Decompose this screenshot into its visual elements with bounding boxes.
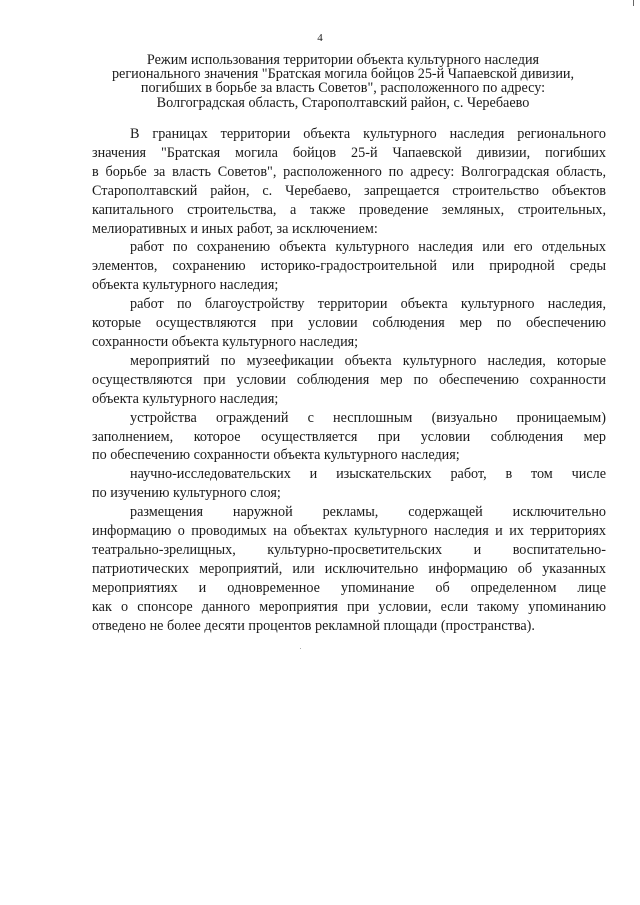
- body-line: объекта культурного наследия;: [92, 277, 279, 294]
- body-line: в борьбе за власть Советов", расположенного по адресу: Волгоградская область,: [92, 163, 606, 180]
- body-line: мероприятий по музеефикации объекта культурного наследия, которые: [130, 352, 606, 369]
- body-line: информацию о проводимых на объектах культурного наследия и их территориях: [92, 523, 606, 540]
- page-number: 4: [317, 32, 323, 44]
- body-line: которые осуществляются при условии соблюдения мер по обеспечению: [92, 315, 606, 332]
- body-line: отведено не более десяти процентов рекламной площади (пространства).: [92, 617, 535, 634]
- body-line: по изучению культурного слоя;: [92, 485, 281, 502]
- body-line: работ по благоустройству территории объекта культурного наследия,: [130, 296, 606, 313]
- scan-artifact: [300, 648, 301, 649]
- scan-artifact: [633, 0, 634, 6]
- body-line: по обеспечению сохранности объекта культурного наследия;: [92, 447, 460, 464]
- body-line: мелиоративных и иных работ, за исключением:: [92, 220, 378, 237]
- body-line: размещения наружной рекламы, содержащей исключительно: [130, 504, 606, 521]
- title-line: Режим использования территории объекта культурного наследия: [146, 52, 540, 68]
- body-line: элементов, сохранению историко-градостроительной или природной среды: [92, 258, 606, 275]
- document-body: [92, 125, 606, 635]
- body-line: научно-исследовательских и изыскательских работ, в том числе: [130, 466, 606, 483]
- title-line: погибших в борьбе за власть Советов", расположенного по адресу:: [140, 80, 546, 97]
- body-line: капитального строительства, а также проведение земляных, строительных,: [92, 201, 606, 218]
- body-line: патриотических мероприятий, или исключительно информацию об указанных: [92, 560, 606, 577]
- body-line: Старополтавский район, с. Черебаево, запрещается строительство объектов: [92, 182, 606, 199]
- body-line: устройства ограждений с несплошным (визуально проницаемым): [130, 409, 606, 426]
- body-line: сохранности объекта культурного наследия;: [92, 333, 359, 350]
- body-line: мероприятиях и одновременное упоминание об определенном лице: [92, 579, 606, 596]
- body-line: В границах территории объекта культурного наследия регионального: [130, 126, 606, 142]
- document-title: [88, 53, 598, 110]
- title-line: регионального значения "Братская могила бойцов 25-й Чапаевской дивизии,: [111, 66, 575, 83]
- body-line: заполнением, которое осуществляется при условии соблюдения мер: [92, 428, 606, 445]
- body-line: театрально-зрелищных, культурно-просветительских и воспитательно-: [92, 541, 606, 558]
- body-line: как о спонсоре данного мероприятия при условии, если такому упоминанию: [92, 598, 606, 615]
- body-line: объекта культурного наследия;: [92, 390, 279, 407]
- title-line: Волгоградская область, Старополтавский район, с. Черебаево: [156, 94, 530, 111]
- body-line: работ по сохранению объекта культурного наследия или его отдельных: [130, 239, 606, 256]
- body-line: осуществляются при условии соблюдения мер по обеспечению сохранности: [92, 371, 606, 388]
- body-line: значения "Братская могила бойцов 25-й Чапаевской дивизии, погибших: [92, 144, 606, 161]
